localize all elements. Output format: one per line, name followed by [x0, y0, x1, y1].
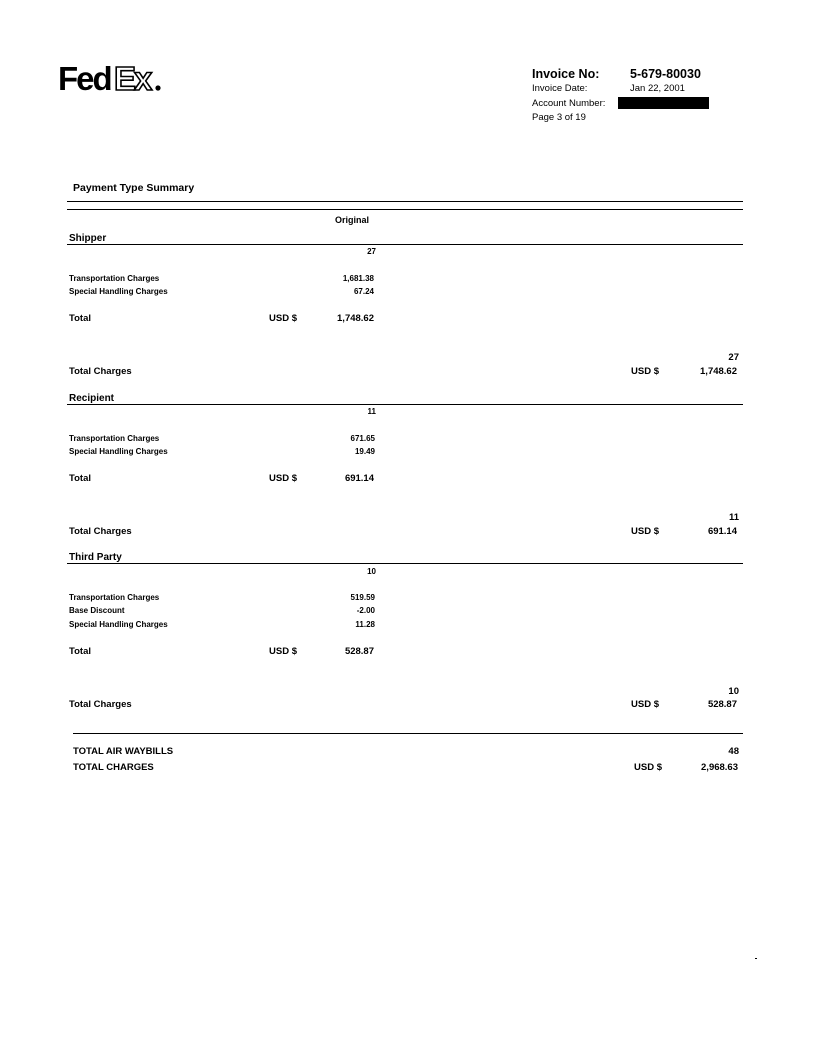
column-header-original: Original — [335, 215, 370, 225]
shipper-charges-count: 27 — [728, 352, 739, 363]
svg-text:Fed: Fed — [58, 60, 111, 96]
third-party-charges-value: 528.87 — [707, 699, 737, 710]
third-party-line-label: Special Handling Charges — [69, 620, 168, 629]
third-party-total-value: 528.87 — [344, 646, 374, 657]
recipient-total-label: Total — [69, 473, 91, 484]
third-party-total-currency: USD $ — [269, 646, 297, 657]
report-title: Payment Type Summary — [73, 182, 195, 194]
section-rule — [67, 563, 743, 564]
recipient-line-value: 671.65 — [350, 434, 375, 443]
grand-total-rule — [73, 733, 743, 734]
shipper-charges-currency: USD $ — [631, 366, 659, 377]
shipper-total-value: 1,748.62 — [337, 313, 374, 324]
recipient-line-label: Transportation Charges — [69, 434, 160, 443]
fedex-logo — [58, 60, 168, 96]
account-number-label: Account Number: — [532, 98, 606, 109]
total-charges-value: 2,968.63 — [701, 762, 738, 773]
shipper-total-currency: USD $ — [269, 313, 297, 324]
recipient-total-value: 691.14 — [344, 473, 374, 484]
third-party-total-label: Total — [69, 646, 91, 657]
recipient-charges-count: 11 — [728, 512, 739, 523]
third-party-line-value: -2.00 — [356, 606, 375, 615]
recipient-charges-currency: USD $ — [631, 526, 659, 537]
third-party-line-value: 519.59 — [350, 593, 375, 602]
third-party-count: 10 — [367, 567, 376, 576]
section-name-third-party: Third Party — [69, 552, 122, 563]
svg-text:Ex: Ex — [114, 60, 151, 96]
total-air-waybills-label: TOTAL AIR WAYBILLS — [73, 746, 174, 757]
third-party-charges-label: Total Charges — [69, 699, 132, 710]
invoice-no-label: Invoice No: — [532, 67, 600, 81]
total-charges-currency: USD $ — [634, 762, 662, 773]
recipient-line-label: Special Handling Charges — [69, 447, 168, 456]
recipient-count: 11 — [367, 407, 376, 416]
shipper-count: 27 — [367, 247, 376, 256]
shipper-charges-value: 1,748.62 — [700, 366, 737, 377]
third-party-line-value: 11.28 — [355, 620, 375, 629]
total-air-waybills-value: 48 — [728, 746, 739, 757]
shipper-line-value: 1,681.38 — [342, 274, 374, 283]
shipper-total-label: Total — [69, 313, 91, 324]
section-name-recipient: Recipient — [69, 393, 115, 404]
shipper-line-label: Special Handling Charges — [69, 287, 168, 296]
account-number-redaction — [618, 97, 709, 109]
section-rule — [67, 244, 743, 245]
invoice-no-value: 5-679-80030 — [630, 67, 701, 81]
top-rule-1 — [67, 201, 743, 202]
recipient-charges-value: 691.14 — [707, 526, 737, 537]
recipient-total-currency: USD $ — [269, 473, 297, 484]
recipient-charges-label: Total Charges — [69, 526, 132, 537]
shipper-line-label: Transportation Charges — [69, 274, 160, 283]
top-rule-2 — [67, 209, 743, 210]
recipient-line-value: 19.49 — [354, 447, 375, 456]
stray-mark — [755, 958, 757, 959]
third-party-line-label: Transportation Charges — [69, 593, 160, 602]
page-indicator: Page 3 of 19 — [532, 112, 586, 123]
shipper-line-value: 67.24 — [353, 287, 374, 296]
third-party-charges-currency: USD $ — [631, 699, 659, 710]
total-charges-label: TOTAL CHARGES — [73, 762, 154, 773]
shipper-charges-label: Total Charges — [69, 366, 132, 377]
section-rule — [67, 404, 743, 405]
section-name-shipper: Shipper — [69, 233, 107, 244]
invoice-date-value: Jan 22, 2001 — [630, 83, 685, 94]
invoice-date-label: Invoice Date: — [532, 83, 588, 94]
third-party-line-label: Base Discount — [69, 606, 125, 615]
third-party-charges-count: 10 — [728, 686, 739, 697]
